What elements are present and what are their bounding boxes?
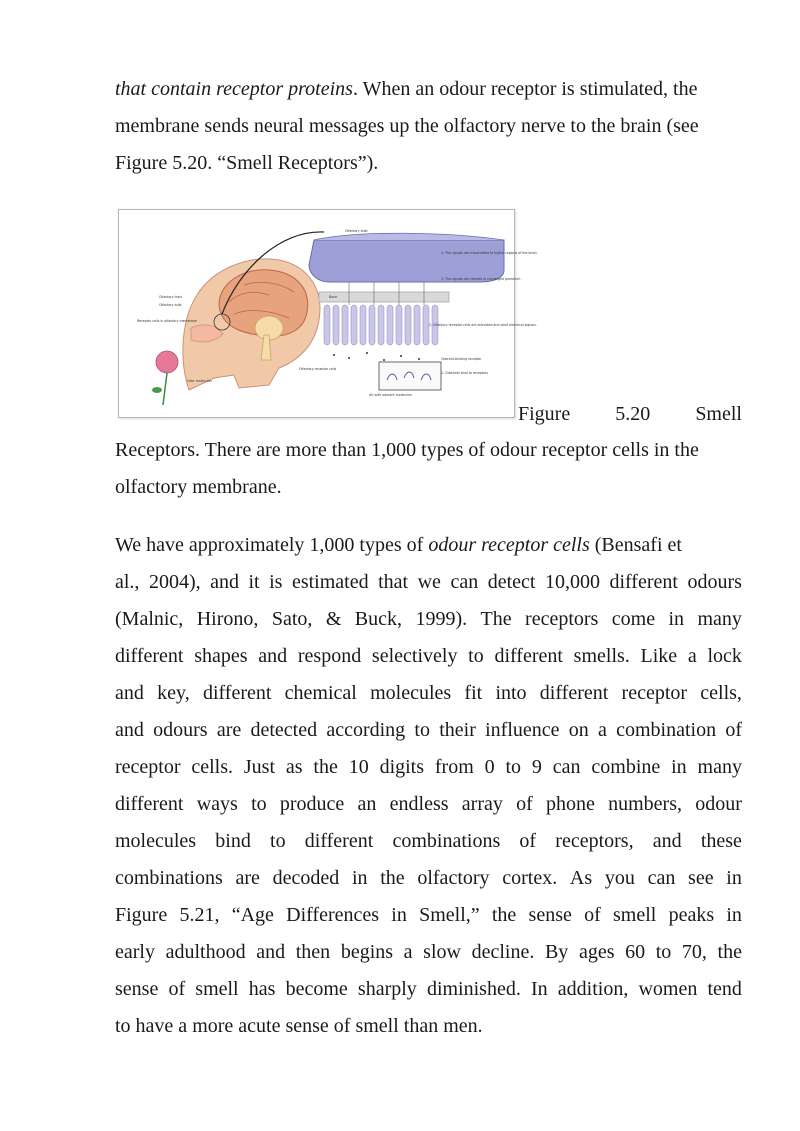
body-line: early adulthood and then begins a slow decline. By ages 60 to 70, the	[115, 941, 742, 963]
caption-word-number: 5.20	[615, 403, 651, 425]
label-signals-transmitted: 4. The signals are transmitted to higher regions of the brain.	[441, 251, 538, 255]
intro-line-3: Figure 5.20. “Smell Receptors”).	[115, 152, 379, 174]
body-line: (Malnic, Hirono, Sato, & Buck, 1999). The receptors come in many	[115, 608, 742, 630]
label-olfactory-bulb: Olfactory bulb	[345, 229, 368, 233]
label-olfactory-bulb-left: Olfactory bulb	[159, 303, 182, 307]
label-air-with-odorant: Air with odorant molecules	[369, 393, 412, 397]
rose-leaf	[152, 387, 162, 393]
smell-receptors-illustration	[119, 210, 538, 417]
body-line: al., 2004), and it is estimated that we can detect 10,000 different odours	[115, 571, 742, 593]
body-last-line: to have a more acute sense of smell than men.	[115, 1015, 483, 1037]
figure-caption-line-1	[518, 396, 742, 433]
caption-word-smell: Smell	[695, 403, 742, 425]
body-line: and odours are detected according to their influence on a combination of	[115, 719, 742, 741]
odor-molecule-dots	[333, 352, 420, 361]
caption-word-figure: Figure	[518, 403, 571, 425]
body-line: receptor cells. Just as the 10 digits from 0 to 9 can combine in many	[115, 756, 742, 778]
body-line: molecules bind to different combinations of receptors, and these	[115, 830, 742, 852]
caption-line-2: Receptors. There are more than 1,000 types of odour receptor cells in the	[115, 439, 699, 461]
caption-line-3: olfactory membrane.	[115, 476, 282, 498]
bone-layer	[319, 292, 449, 302]
label-olfactory-tract: Olfactory tract	[159, 295, 183, 299]
body-line: different shapes and respond selectively to different smells. Like a lock	[115, 645, 742, 667]
label-olfactory-receptor-cells: Olfactory receptor cells	[299, 367, 337, 371]
smell-receptors-figure	[118, 209, 538, 418]
figure-caption-continuation	[115, 432, 742, 506]
body-line: sense of smell has become sharply diminished. In addition, women tend	[115, 978, 742, 1000]
rose-flower	[156, 351, 178, 373]
body-line: different ways to produce an endless array of phone numbers, odour	[115, 793, 742, 815]
intro-paragraph	[115, 71, 742, 182]
intro-italic-phrase: that contain receptor proteins	[115, 78, 353, 100]
receptor-inset	[379, 362, 441, 390]
body-line-1	[115, 527, 742, 564]
rose-stem	[163, 373, 167, 405]
intro-line-1	[115, 71, 742, 108]
label-olfactory-receptor-activated: 2. Olfactory receptor cells are activated and send electrical signals.	[429, 323, 537, 327]
body-line-1-end: (Bensafi et	[589, 534, 682, 556]
intro-line-2: membrane sends neural messages up the olfactory nerve to the brain (see	[115, 115, 699, 137]
intro-line-1-rest: . When an odour receptor is stimulated, the	[352, 78, 698, 100]
body-line: Figure 5.21, “Age Differences in Smell,” the sense of smell peaks in	[115, 904, 742, 926]
label-signals-relayed: 3. The signals are relayed in converged glomeruli.	[441, 277, 521, 281]
body-line: and key, different chemical molecules fit into different receptor cells,	[115, 682, 742, 704]
label-odorants-bind: 1. Odorants bind to receptors	[441, 371, 489, 375]
body-line-1-start: We have approximately 1,000 types of	[115, 534, 429, 556]
body-paragraph	[115, 527, 742, 1045]
receptor-cells	[324, 305, 438, 345]
label-odor-molecules: Odor molecules	[187, 379, 212, 383]
body-italic-phrase: odour receptor cells	[428, 534, 590, 556]
body-line: combinations are decoded in the olfactory cortex. As you can see in	[115, 867, 742, 889]
olfactory-bulb-shape	[309, 240, 504, 282]
label-odorant-receptor: Odorant-binding receptor	[441, 357, 482, 361]
label-bone: Bone	[329, 295, 338, 299]
olfactory-bulb-top	[314, 233, 504, 240]
label-receptor-cells: Receptor cells in olfactory membrane	[137, 319, 197, 323]
